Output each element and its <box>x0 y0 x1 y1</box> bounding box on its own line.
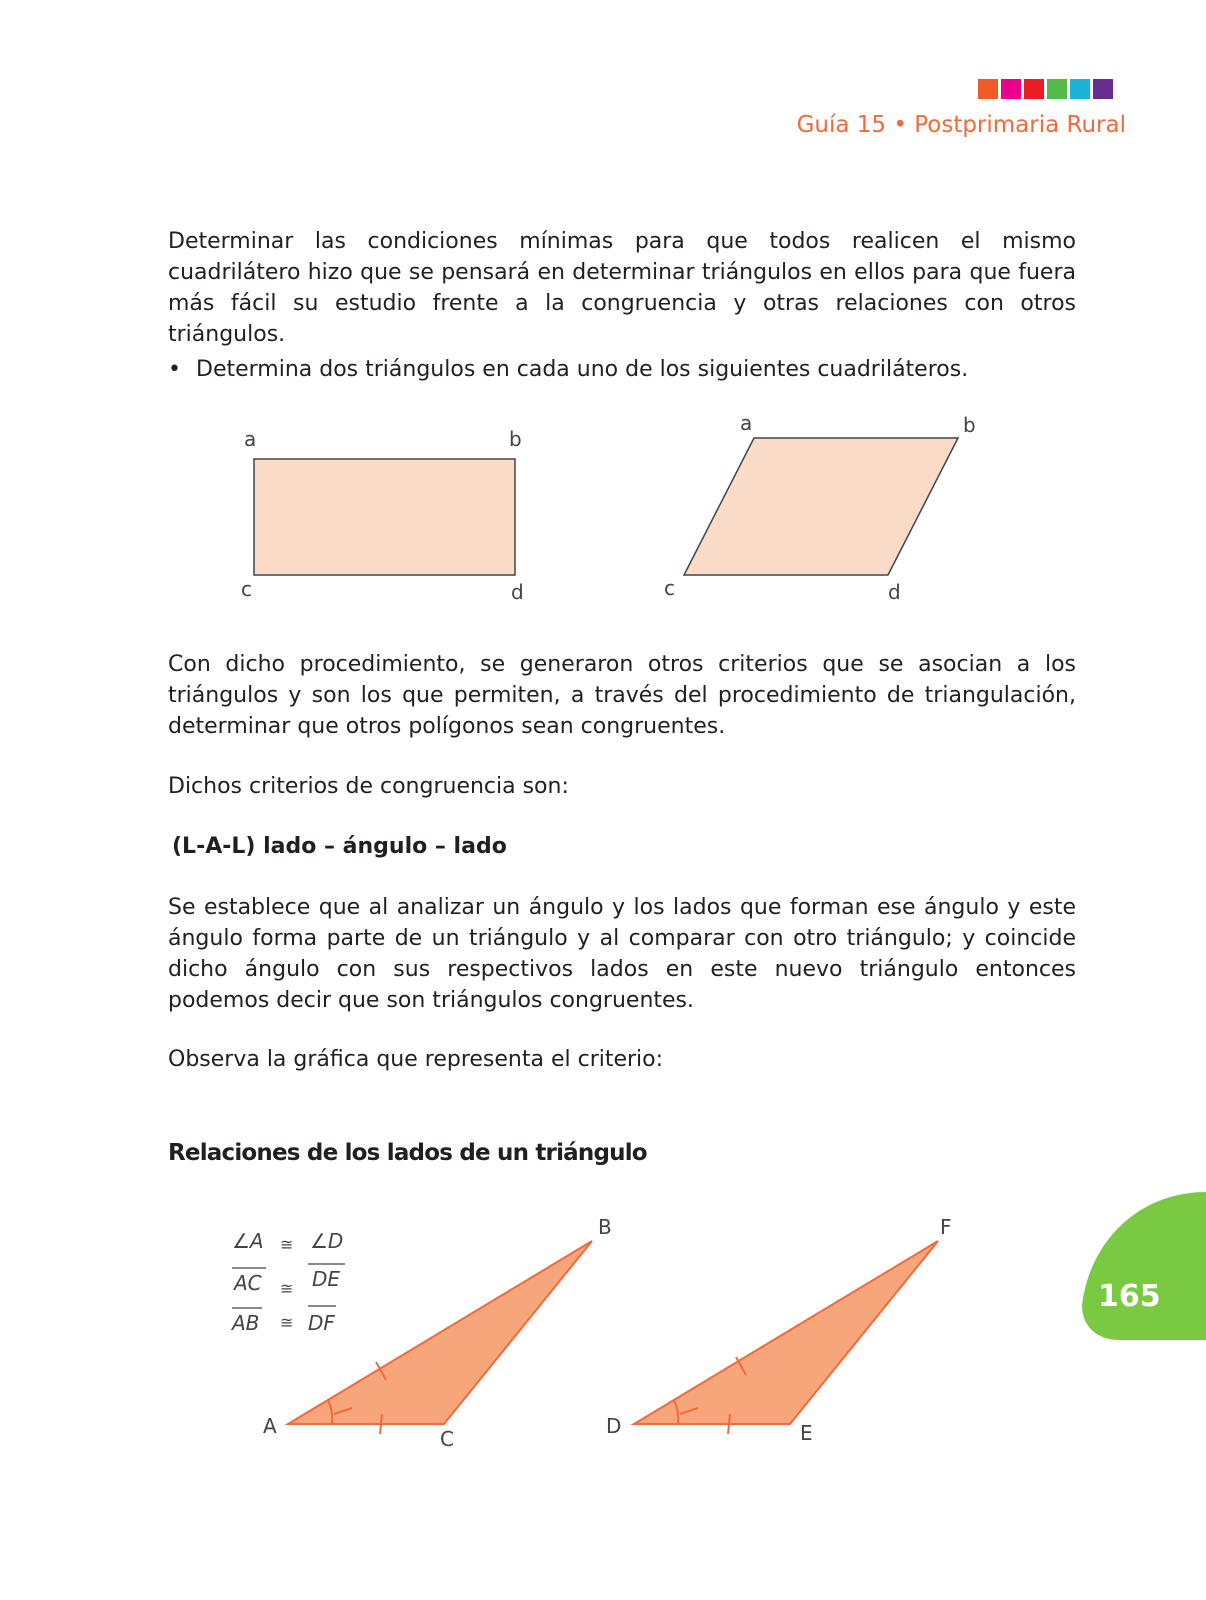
intro-paragraph: Determinar las condiciones mínimas para que todos realicen el mismo cuadrilátero hizo que se pensará en determinar triángulos en ellos para que fuera más fácil su estudio frente a la congruencia y otras relaciones con otros triángulos. <box>168 229 1076 347</box>
congruence-angle-left: ∠A <box>232 1229 264 1253</box>
triangle2-label-e: E <box>800 1421 813 1445</box>
congruence-angle-right: ∠D <box>310 1229 344 1253</box>
congruence-list <box>230 1229 345 1335</box>
paragraph-criterion-explanation: Se establece que al analizar un ángulo y los lados que forman ese ángulo y este ángulo forma parte de un triángulo y al comparar con otro triángulo; y coincide dicho ángulo con sus respectivos lados en este nuevo triángulo entonces podemos decir que son triángulos congruentes. <box>168 895 1076 1013</box>
paragraph-observe: Observa la gráfica que representa el criterio: <box>168 1047 664 1072</box>
rectangle-label-d: d <box>511 580 524 604</box>
triangle1-label-b: B <box>598 1215 612 1239</box>
rectangle-label-c: c <box>241 577 252 601</box>
congruence-side2-right: DF <box>308 1311 335 1335</box>
paragraph-criteria-intro: Con dicho procedimiento, se generaron otros criterios que se asocian a los triángulos y son los que permiten, a través del procedimiento de triangulación, determinar que otros polígonos sean congruentes. <box>168 652 1076 739</box>
bullet-dot: • <box>168 357 181 382</box>
section-heading: Relaciones de los lados de un triángulo <box>168 1140 647 1166</box>
triangle1-label-a: A <box>263 1414 277 1438</box>
triangle2-label-f: F <box>940 1215 952 1239</box>
congruence-symbol-1: ≅ <box>280 1235 294 1254</box>
bullet-text: Determina dos triángulos en cada uno de los siguientes cuadriláteros. <box>196 357 969 382</box>
rectangle-label-a: a <box>244 427 257 451</box>
page-number: 165 <box>1098 1279 1161 1314</box>
congruence-side1-left: AC <box>234 1271 262 1295</box>
rectangle-shape <box>254 459 515 575</box>
congruence-side1-right: DE <box>312 1267 341 1291</box>
congruence-symbol-2: ≅ <box>280 1279 294 1298</box>
parallelogram-label-a: a <box>740 411 753 435</box>
parallelogram-label-c: c <box>664 576 675 600</box>
triangle-def <box>634 1241 938 1424</box>
triangle1-label-c: C <box>440 1427 454 1451</box>
rectangle-label-b: b <box>509 427 522 451</box>
criterion-title: (L-A-L) lado – ángulo – lado <box>172 834 507 859</box>
triangle2-label-d: D <box>606 1414 622 1438</box>
header-title: Guía 15 • Postprimaria Rural <box>796 112 1126 138</box>
parallelogram-label-b: b <box>963 413 976 437</box>
page-number-tab <box>1082 1192 1206 1340</box>
congruence-side2-left: AB <box>232 1311 260 1335</box>
parallelogram-shape <box>684 438 958 575</box>
parallelogram-label-d: d <box>888 580 901 604</box>
paragraph-criteria-list: Dichos criterios de congruencia son: <box>168 774 569 799</box>
congruence-symbol-3: ≅ <box>280 1313 294 1332</box>
